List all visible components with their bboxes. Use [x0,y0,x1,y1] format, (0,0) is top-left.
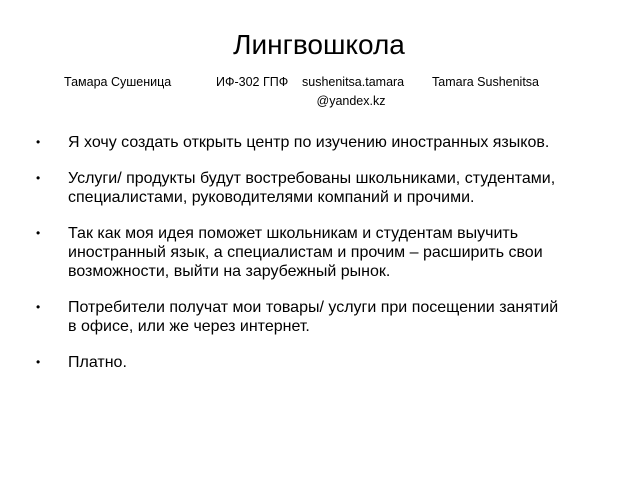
bullet-text: Потребители получат мои товары/ услуги при посещении занятий в офисе, или же через интернет. [68,299,559,335]
slide-title: Лингвошкола [233,29,405,60]
bullet-item [0,298,568,336]
bullet-dot-icon: • [36,135,41,149]
bullet-item [0,169,568,207]
bullet-item [0,353,568,372]
author-name-en: Tamara Sushenitsa [432,75,540,89]
bullet-text: Я хочу создать открыть центр по изучению иностранных языков. [68,134,550,151]
author-name-ru: Тамара Сушеница [64,75,172,89]
bullet-text: Платно. [68,354,127,371]
bullet-dot-icon: • [36,300,41,314]
bullet-item [0,133,568,152]
author-info-row [0,73,638,113]
author-email-line1: sushenitsa.tamara [302,75,405,89]
bullet-dot-icon: • [36,171,41,185]
author-email-line2: @yandex.kz [316,94,386,108]
bullet-text: Так как моя идея поможет школьникам и студентам выучить иностранный язык, а специалистам и прочим – расширить свои возможности, выйти на зарубежный рынок. [68,225,543,280]
author-group: ИФ-302 ГПФ [216,75,289,89]
bullet-dot-icon: • [36,226,41,240]
bullet-text: Услуги/ продукты будут востребованы школьниками, студентами, специалистами, руководителями компаний и прочими. [68,170,556,206]
bullet-item [0,224,568,281]
bullet-list [0,133,638,372]
bullet-dot-icon: • [36,355,41,369]
author-email [302,73,405,111]
